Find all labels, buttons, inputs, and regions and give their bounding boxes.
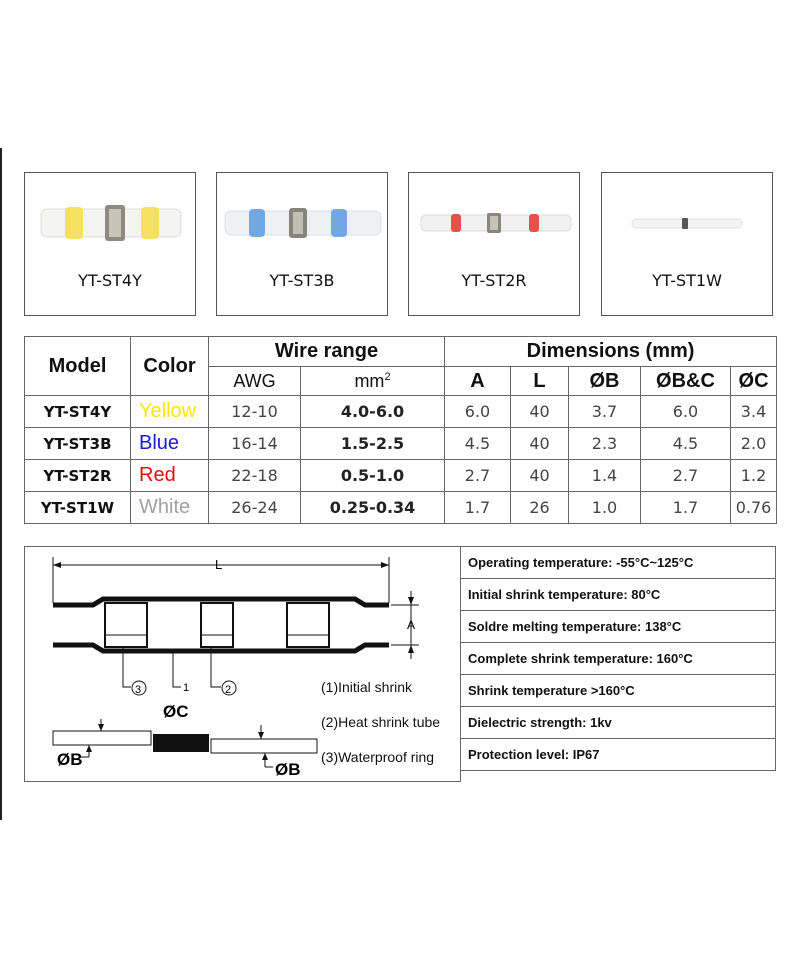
b-label-right: ØB — [275, 760, 301, 779]
header-c: ØC — [731, 367, 777, 396]
property-row: Complete shrink temperature: 160°C — [461, 643, 776, 675]
cell-color: Red — [131, 460, 209, 492]
length-label: L — [215, 557, 223, 572]
property-row: Dielectric strength: 1kv — [461, 707, 776, 739]
property-row: Soldre melting temperature: 138°C — [461, 611, 776, 643]
cell-awg: 26-24 — [209, 492, 301, 524]
connector-white-image — [602, 173, 774, 273]
cell-a: 6.0 — [445, 396, 511, 428]
connector-yellow-image — [25, 173, 197, 273]
cell-color: Yellow — [131, 396, 209, 428]
product-card-st3b — [216, 172, 388, 316]
product-label: YT-ST3B — [269, 271, 335, 290]
cell-b: 1.0 — [569, 492, 641, 524]
cell-model: YT-ST2R — [25, 460, 131, 492]
cell-mm2: 1.5-2.5 — [301, 428, 445, 460]
cell-bc: 4.5 — [641, 428, 731, 460]
product-card-st2r — [408, 172, 580, 316]
cell-awg: 12-10 — [209, 396, 301, 428]
header-awg: AWG — [209, 367, 301, 396]
connector-dimension-drawing — [25, 547, 460, 781]
cell-l: 40 — [511, 396, 569, 428]
table-row — [25, 460, 777, 492]
cell-mm2: 4.0-6.0 — [301, 396, 445, 428]
cell-a: 1.7 — [445, 492, 511, 524]
header-wire-range: Wire range — [209, 337, 445, 367]
cell-c: 2.0 — [731, 428, 777, 460]
cell-l: 40 — [511, 460, 569, 492]
cell-b: 3.7 — [569, 396, 641, 428]
legend-heat-shrink-tube: (2)Heat shrink tube — [321, 714, 441, 730]
property-row: Protection level: IP67 — [461, 739, 776, 771]
product-label: YT-ST4Y — [78, 271, 142, 290]
property-row: Shrink temperature >160°C — [461, 675, 776, 707]
cell-b: 1.4 — [569, 460, 641, 492]
product-label: YT-ST1W — [652, 271, 722, 290]
table-row — [25, 492, 777, 524]
cell-awg: 22-18 — [209, 460, 301, 492]
connector-red-image — [409, 173, 581, 273]
header-l: L — [511, 367, 569, 396]
cell-a: 4.5 — [445, 428, 511, 460]
spec-table — [24, 336, 777, 524]
product-card-st4y — [24, 172, 196, 316]
cell-model: YT-ST1W — [25, 492, 131, 524]
a-label: A — [407, 618, 416, 632]
property-row: Initial shrink temperature: 80°C — [461, 579, 776, 611]
b-label-left: ØB — [57, 750, 83, 769]
cell-model: YT-ST4Y — [25, 396, 131, 428]
cell-awg: 16-14 — [209, 428, 301, 460]
connector-diagram — [24, 546, 461, 782]
cell-color: Blue — [131, 428, 209, 460]
cell-bc: 6.0 — [641, 396, 731, 428]
header-model: Model — [25, 337, 131, 396]
left-border-rule — [0, 148, 2, 820]
cell-c: 3.4 — [731, 396, 777, 428]
properties-table — [460, 546, 776, 771]
cell-l: 40 — [511, 428, 569, 460]
header-bc: ØB&C — [641, 367, 731, 396]
callout-2-label: 2 — [225, 684, 232, 696]
cell-c: 1.2 — [731, 460, 777, 492]
cell-b: 2.3 — [569, 428, 641, 460]
cell-c: 0.76 — [731, 492, 777, 524]
cell-a: 2.7 — [445, 460, 511, 492]
cell-l: 26 — [511, 492, 569, 524]
callout-1-label: 1 — [183, 682, 190, 694]
connector-blue-image — [217, 173, 389, 273]
cell-bc: 2.7 — [641, 460, 731, 492]
header-a: A — [445, 367, 511, 396]
cell-model: YT-ST3B — [25, 428, 131, 460]
callout-3-label: 3 — [135, 684, 142, 696]
header-color: Color — [131, 337, 209, 396]
cell-color: White — [131, 492, 209, 524]
table-row — [25, 428, 777, 460]
header-dimensions: Dimensions (mm) — [445, 337, 777, 367]
table-row — [25, 396, 777, 428]
cell-mm2: 0.5-1.0 — [301, 460, 445, 492]
legend-initial-shrink: (1)Initial shrink — [321, 679, 413, 695]
legend-waterproof-ring: (3)Waterproof ring — [321, 749, 435, 765]
cell-mm2: 0.25-0.34 — [301, 492, 445, 524]
cell-bc: 1.7 — [641, 492, 731, 524]
product-card-st1w — [601, 172, 773, 316]
property-row: Operating temperature: -55°C~125°C — [461, 547, 776, 579]
c-label: ØC — [163, 702, 189, 721]
header-b: ØB — [569, 367, 641, 396]
header-mm2: $mm^2$ — [301, 367, 445, 396]
product-label: YT-ST2R — [461, 271, 527, 290]
